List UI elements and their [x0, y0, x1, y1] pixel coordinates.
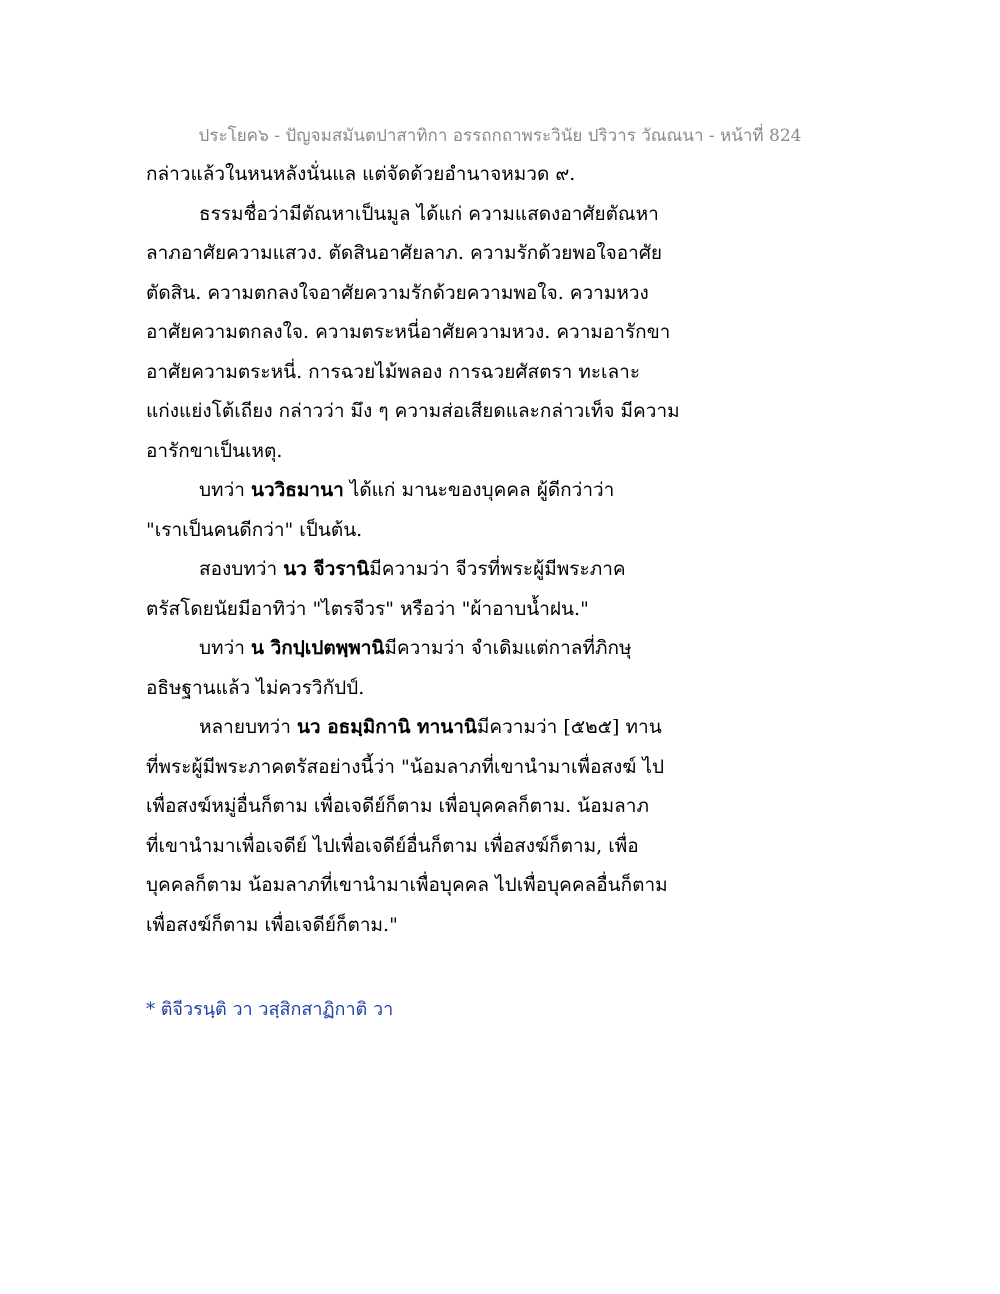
paragraph-start-line [146, 471, 706, 511]
text-segment: มีความว่า จำเดิมแต่กาลที่ภิกษุ [384, 637, 632, 659]
text-segment: ธรรมชื่อว่ามีตัณหาเป็นมูล ได้แก่ ความแสดงอาศัยตัณหา [199, 202, 659, 225]
paragraph-start-line [146, 550, 706, 590]
text-segment: หลายบทว่า [199, 716, 297, 738]
text-line [146, 748, 706, 788]
text-line [146, 669, 706, 709]
bold-term: น วิกปฺเปตพฺพานิ [250, 637, 385, 659]
text-segment: บุคคลก็ตาม น้อมลาภที่เขานำมาเพื่อบุคคล ไปเพื่อบุคคลอื่นก็ตาม [146, 874, 668, 896]
footnote: * ติจีวรนฺติ วา วสฺสิกสาฏิกาติ วา [146, 999, 394, 1020]
paragraph-start-line [146, 195, 706, 235]
text-segment: ตรัสโดยนัยมีอาทิว่า "ไตรจีวร" หรือว่า "ผ้าอาบน้ำฝน." [146, 597, 589, 620]
text-segment: อารักขาเป็นเหตุ. [146, 439, 283, 462]
text-segment: ลาภอาศัยความแสวง. ตัดสินอาศัยลาภ. ความรักด้วยพอใจอาศัย [146, 242, 663, 264]
text-segment: ได้แก่ มานะของบุคคล ผู้ดีกว่าว่า [343, 479, 615, 501]
text-line [146, 313, 706, 353]
bold-term: นว อธมฺมิกานิ ทานานิ [296, 716, 477, 738]
text-line [146, 234, 706, 274]
text-line [146, 274, 706, 314]
text-segment: "เราเป็นคนดีกว่า" เป็นต้น. [146, 518, 363, 541]
text-segment: มีความว่า [๕๒๕] ทาน [476, 716, 662, 738]
paragraph-start-line [146, 629, 706, 669]
text-line [146, 590, 706, 630]
text-segment: อธิษฐานแล้ว ไม่ควรวิกัปป์. [146, 676, 365, 699]
text-segment: อาศัยความตระหนี่. การฉวยไม้พลอง การฉวยศัสตรา ทะเลาะ [146, 360, 641, 383]
text-line [146, 353, 706, 393]
bold-term: นว จีวรานิ [283, 558, 370, 580]
body-text [146, 155, 706, 945]
text-line [146, 906, 706, 946]
text-line [146, 827, 706, 867]
text-line [146, 787, 706, 827]
text-segment: มีความว่า จีวรที่พระผู้มีพระภาค [369, 558, 626, 580]
text-segment: เพื่อสงฆ์ก็ตาม เพื่อเจดีย์ก็ตาม." [146, 913, 398, 936]
text-segment: สองบทว่า [199, 558, 284, 580]
text-segment: ที่เขานำมาเพื่อเจดีย์ ไปเพื่อเจดีย์อื่นก็ตาม เพื่อสงฆ์ก็ตาม, เพื่อ [146, 834, 639, 857]
text-line [146, 511, 706, 551]
text-line [146, 866, 706, 906]
paragraph-start-line [146, 708, 706, 748]
text-line [146, 392, 706, 432]
text-segment: บทว่า [199, 637, 251, 659]
text-segment: บทว่า [199, 479, 251, 501]
page-running-header: ประโยค๖ - ปัญจมสมันตปาสาทิกา อรรถกถาพระวินัย ปริวาร วัณณนา - หน้าที่ 824 [198, 126, 802, 146]
bold-term: นววิธมานา [250, 479, 344, 501]
text-segment: กล่าวแล้วในหนหลังนั่นแล แต่จัดด้วยอำนาจหมวด ๙. [146, 163, 576, 185]
text-segment: เพื่อสงฆ์หมู่อื่นก็ตาม เพื่อเจดีย์ก็ตาม เพื่อบุคคลก็ตาม. น้อมลาภ [146, 795, 649, 817]
text-segment: ที่พระผู้มีพระภาคตรัสอย่างนี้ว่า "น้อมลาภที่เขานำมาเพื่อสงฆ์ ไป [146, 755, 665, 778]
text-segment: ตัดสิน. ความตกลงใจอาศัยความรักด้วยความพอใจ. ความหวง [146, 281, 649, 304]
text-line [146, 155, 706, 195]
text-segment: แก่งแย่งโต้เถียง กล่าวว่า มึง ๆ ความส่อเสียดและกล่าวเท็จ มีความ [146, 400, 680, 422]
text-line [146, 432, 706, 472]
text-segment: อาศัยความตกลงใจ. ความตระหนี่อาศัยความหวง. ความอารักขา [146, 321, 671, 343]
